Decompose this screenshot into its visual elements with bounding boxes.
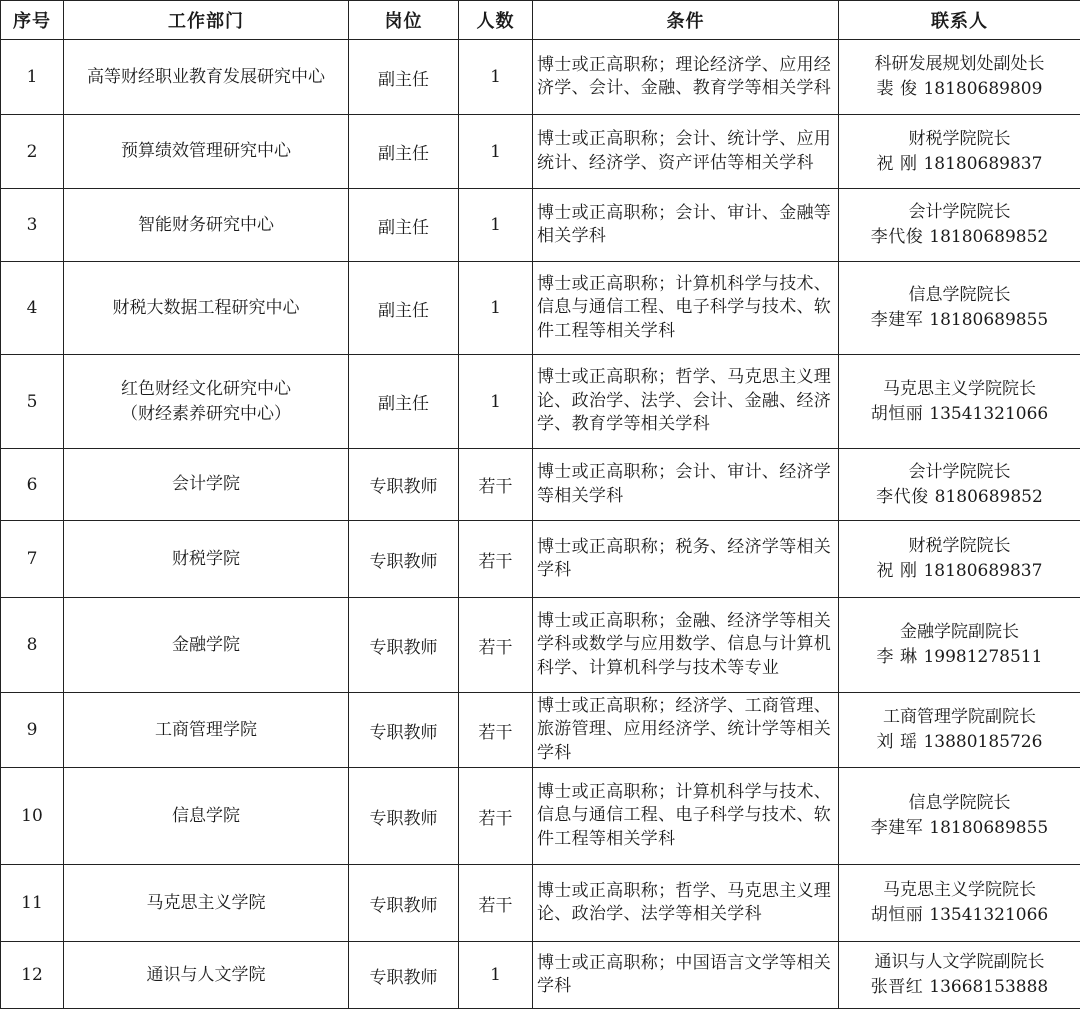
header-dept: 工作部门 [64, 1, 349, 40]
table-row [1, 449, 1080, 521]
row-number: 6 [1, 449, 64, 521]
headcount-cell: 若干 [459, 521, 533, 598]
table-row [1, 355, 1080, 449]
contact-cell [839, 262, 1080, 355]
contact-title: 信息学院院长 [908, 793, 1011, 813]
table-row [1, 693, 1080, 768]
post-cell: 副主任 [349, 40, 459, 115]
requirements-cell: 博士或正高职称；会计、审计、经济学等相关学科 [533, 449, 839, 521]
contact-name: 李建军 [870, 818, 924, 838]
headcount-cell: 1 [459, 262, 533, 355]
headcount-cell: 1 [459, 115, 533, 189]
post-cell: 副主任 [349, 115, 459, 189]
table-header-row [1, 1, 1080, 40]
contact-title: 工商管理学院副院长 [883, 707, 1036, 727]
contact-phone: 8180689852 [934, 486, 1043, 507]
requirements-cell: 博士或正高职称；会计、统计学、应用统计、经济学、资产评估等相关学科 [533, 115, 839, 189]
contact-name: 李建军 [870, 310, 924, 330]
headcount-cell: 若干 [459, 449, 533, 521]
contact-name: 刘 瑶 [876, 732, 918, 752]
contact-info [839, 77, 1080, 102]
contact-title: 会计学院院长 [908, 461, 1011, 482]
headcount-cell: 1 [459, 355, 533, 449]
headcount-cell: 若干 [459, 598, 533, 693]
requirements-cell: 博士或正高职称；理论经济学、应用经济学、会计、金融、教育学等相关学科 [533, 40, 839, 115]
requirements-cell: 博士或正高职称；金融、经济学等相关学科或数学与应用数学、信息与计算机科学、计算机科学与技术等专业 [533, 598, 839, 693]
contact-info [839, 816, 1080, 841]
department-name: 预算绩效管理研究中心 [121, 141, 291, 161]
department-cell [64, 768, 349, 865]
header-no: 序号 [1, 1, 64, 40]
contact-phone: 18180689852 [929, 227, 1049, 247]
table-body [1, 40, 1080, 1009]
contact-cell [839, 598, 1080, 693]
department-name: （财经素养研究中心） [121, 403, 291, 424]
contact-cell [839, 693, 1080, 768]
contact-title: 科研发展规划处副处长 [874, 54, 1045, 74]
contact-phone: 13541321066 [929, 403, 1049, 424]
row-number: 9 [1, 693, 64, 768]
contact-cell [839, 115, 1080, 189]
row-number: 4 [1, 262, 64, 355]
department-name: 红色财经文化研究中心 [121, 378, 291, 399]
department-cell [64, 40, 349, 115]
department-cell [64, 521, 349, 598]
table-row [1, 262, 1080, 355]
contact-info [839, 225, 1080, 250]
headcount-cell: 1 [459, 942, 533, 1009]
post-cell: 专职教师 [349, 521, 459, 598]
headcount-cell: 1 [459, 189, 533, 262]
header-cond: 条件 [533, 1, 839, 40]
requirements-cell: 博士或正高职称；中国语言文学等相关学科 [533, 942, 839, 1009]
contact-cell [839, 449, 1080, 521]
department-name: 智能财务研究中心 [138, 214, 274, 235]
contact-title: 通识与人文学院副院长 [874, 952, 1045, 972]
contact-phone: 18180689837 [923, 561, 1043, 581]
contact-phone: 13668153888 [929, 977, 1049, 997]
department-cell [64, 942, 349, 1009]
contact-title: 金融学院副院长 [900, 622, 1019, 642]
requirements-cell: 博士或正高职称；哲学、马克思主义理论、政治学、法学等相关学科 [533, 865, 839, 942]
contact-info [839, 485, 1080, 510]
post-cell: 副主任 [349, 189, 459, 262]
row-number: 5 [1, 355, 64, 449]
department-cell [64, 115, 349, 189]
contact-cell [839, 768, 1080, 865]
row-number: 12 [1, 942, 64, 1009]
contact-title: 信息学院院长 [908, 285, 1011, 305]
requirements-cell: 博士或正高职称；计算机科学与技术、信息与通信工程、电子科学与技术、软件工程等相关学科 [533, 768, 839, 865]
contact-cell [839, 865, 1080, 942]
header-post: 岗位 [349, 1, 459, 40]
department-name: 马克思主义学院 [146, 892, 266, 913]
department-name: 工商管理学院 [155, 719, 257, 740]
contact-name: 李 琳 [876, 647, 918, 667]
department-name: 高等财经职业教育发展研究中心 [87, 66, 325, 87]
row-number: 11 [1, 865, 64, 942]
post-cell: 专职教师 [349, 942, 459, 1009]
department-name: 金融学院 [172, 634, 240, 655]
post-cell: 副主任 [349, 262, 459, 355]
requirements-cell: 博士或正高职称；税务、经济学等相关学科 [533, 521, 839, 598]
contact-info [839, 645, 1080, 670]
contact-title: 会计学院院长 [908, 202, 1011, 222]
contact-title: 财税学院院长 [908, 128, 1011, 149]
contact-name: 李代俊 [876, 486, 929, 507]
contact-phone: 18180689837 [923, 153, 1043, 174]
contact-cell [839, 189, 1080, 262]
contact-cell [839, 521, 1080, 598]
contact-phone: 18180689809 [923, 79, 1043, 99]
contact-info [839, 152, 1080, 177]
post-cell: 专职教师 [349, 693, 459, 768]
department-cell [64, 355, 349, 449]
department-name: 信息学院 [172, 805, 240, 826]
row-number: 10 [1, 768, 64, 865]
contact-info [839, 402, 1080, 427]
header-contact: 联系人 [839, 1, 1080, 40]
contact-name: 胡恒丽 [870, 905, 924, 925]
header-num: 人数 [459, 1, 533, 40]
table-row [1, 521, 1080, 598]
table-row [1, 115, 1080, 189]
contact-info [839, 975, 1080, 1000]
contact-phone: 18180689855 [929, 818, 1049, 838]
contact-title: 财税学院院长 [908, 536, 1011, 556]
contact-name: 祝 刚 [876, 153, 918, 174]
post-cell: 专职教师 [349, 865, 459, 942]
contact-name: 裴 俊 [876, 79, 918, 99]
contact-title: 马克思主义学院院长 [883, 378, 1036, 399]
contact-phone: 13880185726 [923, 732, 1043, 752]
contact-name: 胡恒丽 [870, 403, 924, 424]
requirements-cell: 博士或正高职称；计算机科学与技术、信息与通信工程、电子科学与技术、软件工程等相关学科 [533, 262, 839, 355]
department-cell [64, 865, 349, 942]
row-number: 7 [1, 521, 64, 598]
requirements-cell: 博士或正高职称；哲学、马克思主义理论、政治学、法学、会计、金融、经济学、教育学等相关学科 [533, 355, 839, 449]
row-number: 8 [1, 598, 64, 693]
contact-cell [839, 942, 1080, 1009]
post-cell: 专职教师 [349, 768, 459, 865]
contact-cell [839, 355, 1080, 449]
contact-info [839, 730, 1080, 755]
table-row [1, 865, 1080, 942]
contact-phone: 19981278511 [923, 647, 1043, 667]
headcount-cell: 1 [459, 40, 533, 115]
contact-info [839, 903, 1080, 928]
department-cell [64, 449, 349, 521]
table-row [1, 40, 1080, 115]
contact-name: 张晋红 [870, 977, 924, 997]
department-cell [64, 189, 349, 262]
contact-phone: 18180689855 [929, 310, 1049, 330]
table-row [1, 942, 1080, 1009]
contact-info [839, 308, 1080, 333]
table-row [1, 768, 1080, 865]
row-number: 3 [1, 189, 64, 262]
department-cell [64, 598, 349, 693]
department-name: 财税大数据工程研究中心 [112, 297, 300, 318]
department-name: 财税学院 [172, 548, 240, 569]
contact-cell [839, 40, 1080, 115]
headcount-cell: 若干 [459, 768, 533, 865]
post-cell: 专职教师 [349, 598, 459, 693]
department-cell [64, 693, 349, 768]
row-number: 1 [1, 40, 64, 115]
table-row [1, 189, 1080, 262]
requirements-cell: 博士或正高职称；经济学、工商管理、旅游管理、应用经济学、统计学等相关学科 [533, 693, 839, 768]
contact-info [839, 559, 1080, 584]
post-cell: 专职教师 [349, 449, 459, 521]
contact-phone: 13541321066 [929, 905, 1049, 925]
contact-title: 马克思主义学院院长 [883, 880, 1036, 900]
department-name: 会计学院 [172, 474, 240, 494]
department-cell [64, 262, 349, 355]
contact-name: 祝 刚 [876, 561, 918, 581]
headcount-cell: 若干 [459, 865, 533, 942]
table-row [1, 598, 1080, 693]
department-name: 通识与人文学院 [146, 964, 266, 985]
requirements-cell: 博士或正高职称；会计、审计、金融等相关学科 [533, 189, 839, 262]
row-number: 2 [1, 115, 64, 189]
contact-name: 李代俊 [870, 227, 924, 247]
headcount-cell: 若干 [459, 693, 533, 768]
post-cell: 副主任 [349, 355, 459, 449]
